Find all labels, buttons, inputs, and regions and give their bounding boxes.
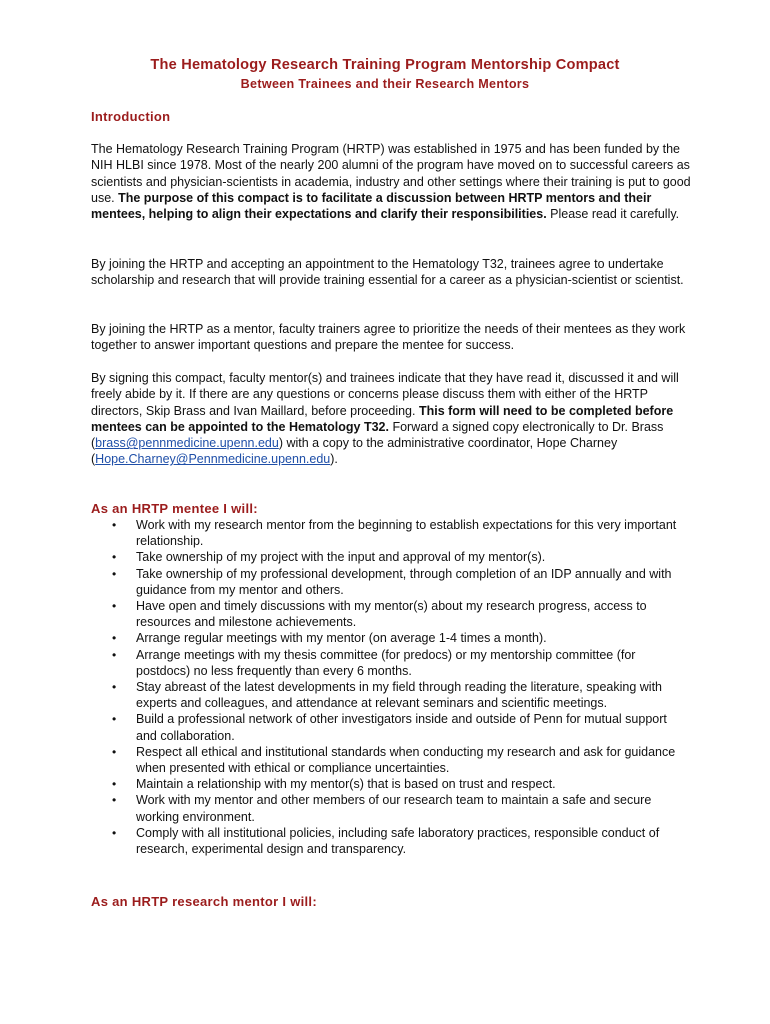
intro-paragraph-2: By joining the HRTP and accepting an appointment to the Hematology T32, trainees agree to undertake scholarship and research that will provide training essential for a career as a physician-scientist or scientist. bbox=[91, 257, 684, 288]
charney-email-link[interactable]: Hope.Charney@Pennmedicine.upenn.edu bbox=[95, 452, 331, 467]
bullet-icon: • bbox=[112, 825, 117, 840]
intro-p4-end: ). bbox=[330, 452, 338, 467]
intro-paragraph-4 bbox=[91, 370, 691, 468]
list-item bbox=[91, 517, 691, 549]
intro-paragraph-3: By joining the HRTP as a mentor, faculty trainers agree to prioritize the needs of their mentees as they work together to answer important questions and prepare the mentee for success. bbox=[91, 322, 686, 353]
list-item-text: Have open and timely discussions with my mentor(s) about my research progress, access to resources and milestone achievements. bbox=[136, 599, 647, 630]
intro-p1-purpose: The purpose of this compact is to facilitate a discussion between HRTP mentors and their mentees, helping to align their expectations and clarify their responsibilities. bbox=[91, 190, 652, 222]
mentee-heading: As an HRTP mentee I will: bbox=[91, 501, 258, 516]
bullet-icon: • bbox=[112, 793, 117, 808]
list-item-text: Work with my research mentor from the beginning to establish expectations for this very important relationship. bbox=[136, 518, 677, 549]
list-item bbox=[91, 776, 691, 792]
intro-p4-text: By signing this compact, faculty mentor(s) and trainees indicate that they have read it, discussed it and will freely abide by it. If there are any questions or concerns please discuss them with either of the HRTP directors, Skip Brass and Ivan Maillard, before proceeding. bbox=[91, 371, 679, 418]
bullet-icon: • bbox=[112, 550, 117, 565]
list-item-text: Take ownership of my project with the input and approval of my mentor(s). bbox=[136, 550, 546, 565]
list-item-text: Build a professional network of other investigators inside and outside of Penn for mutual support and collaboration. bbox=[136, 712, 667, 743]
list-item bbox=[91, 630, 691, 646]
bullet-icon: • bbox=[112, 777, 117, 792]
bullet-icon: • bbox=[112, 566, 117, 581]
list-item bbox=[91, 598, 691, 630]
intro-p1-text: The Hematology Research Training Program (HRTP) was established in 1975 and has been funded by the NIH HLBI since 1978. Most of the nearly 200 alumni of the program have moved on to successful careers as scientists and physician-scientists in academia, industry and other settings where their training is put to good use. bbox=[91, 142, 691, 205]
list-item-text: Maintain a relationship with my mentor(s) that is based on trust and respect. bbox=[136, 777, 556, 792]
mentee-commitments-list bbox=[91, 517, 691, 857]
list-item-text: Take ownership of my professional development, through completion of an IDP annually and with guidance from my mentor and others. bbox=[136, 566, 672, 597]
intro-p1-tail: Please read it carefully. bbox=[546, 207, 680, 222]
introduction-heading: Introduction bbox=[91, 109, 171, 124]
list-item-text: Stay abreast of the latest developments in my field through reading the literature, speaking with experts and colleagues, and attendance at relevant seminars and scientific meetings. bbox=[136, 680, 662, 711]
list-item bbox=[91, 647, 691, 679]
bullet-icon: • bbox=[112, 518, 117, 532]
brass-email-link[interactable]: brass@pennmedicine.upenn.edu bbox=[95, 436, 279, 451]
list-item bbox=[91, 711, 691, 743]
document-title: The Hematology Research Training Program Mentorship Compact bbox=[150, 57, 620, 73]
intro-paragraph-1 bbox=[91, 141, 691, 222]
list-item-text: Arrange regular meetings with my mentor (on average 1-4 times a month). bbox=[136, 631, 547, 646]
list-item-text: Arrange meetings with my thesis committee (for predocs) or my mentorship committee (for postdocs) no less frequently than every 6 months. bbox=[136, 647, 636, 678]
list-item bbox=[91, 549, 691, 565]
list-item bbox=[91, 566, 691, 598]
intro-p4-coordinator: ) with a copy to the administrative coordinator, Hope Charney ( bbox=[91, 436, 618, 467]
bullet-icon: • bbox=[112, 744, 117, 759]
bullet-icon: • bbox=[112, 680, 117, 695]
list-item bbox=[91, 744, 691, 776]
bullet-icon: • bbox=[112, 647, 117, 662]
list-item-text: Work with my mentor and other members of our research team to maintain a safe and secure working environment. bbox=[136, 793, 652, 824]
list-item bbox=[91, 825, 691, 857]
list-item-text: Respect all ethical and institutional standards when conducting my research and ask for guidance when presented with ethical or compliance uncertainties. bbox=[136, 744, 676, 776]
bullet-icon: • bbox=[112, 631, 117, 646]
document-subtitle: Between Trainees and their Research Mentors bbox=[240, 77, 530, 91]
intro-p4-forward: Forward a signed copy electronically to Dr. Brass ( bbox=[91, 419, 664, 451]
list-item bbox=[91, 792, 691, 824]
intro-p4-requirement: This form will need to be completed before mentees can be appointed to the Hematology T32. bbox=[91, 403, 674, 434]
list-item-text: Comply with all institutional policies, including safe laboratory practices, responsible conduct of research, experimental design and transparency. bbox=[136, 825, 660, 857]
mentor-heading: As an HRTP research mentor I will: bbox=[91, 894, 317, 909]
bullet-icon: • bbox=[112, 712, 117, 727]
list-item bbox=[91, 679, 691, 711]
bullet-icon: • bbox=[112, 599, 117, 614]
